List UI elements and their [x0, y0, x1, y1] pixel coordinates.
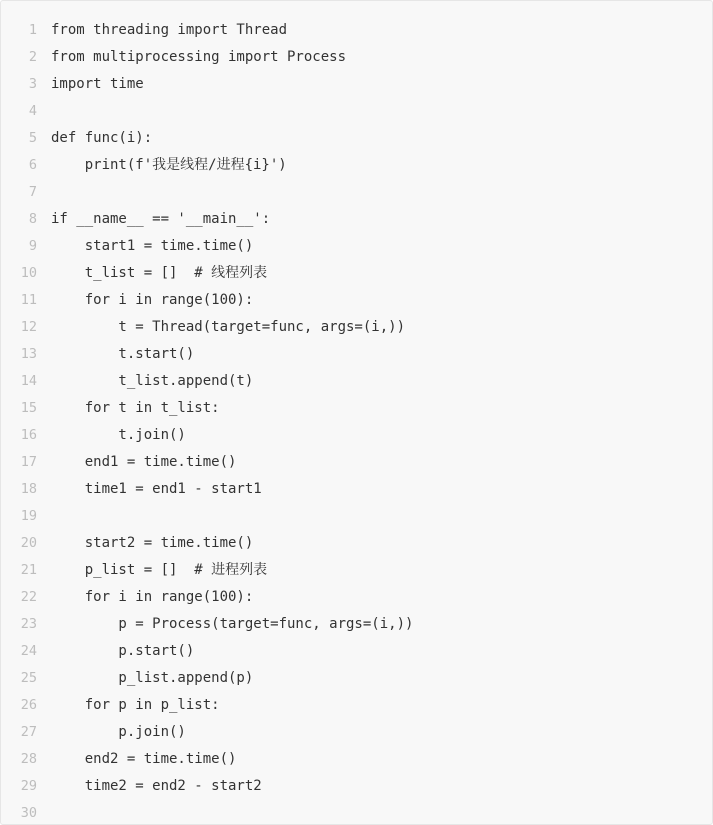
code-text: t.join(): [51, 427, 186, 443]
line-number: 9: [28, 238, 37, 254]
code-text: if __name__ == '__main__':: [51, 211, 271, 227]
code-line: [1, 746, 712, 773]
code-line: [1, 152, 712, 179]
code-text: print(f'我是线程/进程{i}'): [51, 157, 287, 173]
code-line: [1, 341, 712, 368]
code-line: [1, 206, 712, 233]
line-number: 14: [20, 373, 37, 389]
line-number: 26: [20, 697, 37, 713]
line-number: 28: [20, 751, 37, 767]
code-text: start1 = time.time(): [51, 238, 254, 254]
code-text: for i in range(100):: [51, 292, 254, 308]
code-lines: [1, 17, 712, 825]
code-line: [1, 800, 712, 825]
code-line: [1, 233, 712, 260]
code-line: [1, 530, 712, 557]
code-line: [1, 260, 712, 287]
code-text: p.start(): [51, 643, 195, 659]
code-line: [1, 44, 712, 71]
code-text: p_list.append(p): [51, 670, 254, 686]
code-text: time2 = end2 - start2: [51, 778, 262, 794]
code-line: [1, 719, 712, 746]
line-number: 11: [20, 292, 37, 308]
line-number: 22: [20, 589, 37, 605]
code-text: p.join(): [51, 724, 186, 740]
code-line: [1, 17, 712, 44]
code-line: [1, 557, 712, 584]
code-line: [1, 665, 712, 692]
code-text: t_list = [] # 线程列表: [51, 265, 268, 281]
line-number: 17: [20, 454, 37, 470]
line-number: 27: [20, 724, 37, 740]
code-text: for p in p_list:: [51, 697, 220, 713]
line-number: 19: [20, 508, 37, 524]
line-number: 6: [28, 157, 37, 173]
code-line: [1, 692, 712, 719]
code-line: [1, 368, 712, 395]
code-text: from multiprocessing import Process: [51, 49, 347, 65]
code-line: [1, 125, 712, 152]
line-number: 8: [28, 211, 37, 227]
code-text: time1 = end1 - start1: [51, 481, 262, 497]
line-number: 1: [28, 22, 37, 38]
code-text: p_list = [] # 进程列表: [51, 562, 268, 578]
code-line: [1, 611, 712, 638]
line-number: 15: [20, 400, 37, 416]
line-number: 2: [28, 49, 37, 65]
code-text: from threading import Thread: [51, 22, 288, 38]
line-number: 13: [20, 346, 37, 362]
line-number: 4: [28, 103, 37, 119]
code-text: for t in t_list:: [51, 400, 220, 416]
line-number: 10: [20, 265, 37, 281]
code-line: [1, 71, 712, 98]
line-number: 3: [28, 76, 37, 92]
line-number: 12: [20, 319, 37, 335]
line-number: 25: [20, 670, 37, 686]
code-text: t_list.append(t): [51, 373, 254, 389]
code-text: end2 = time.time(): [51, 751, 237, 767]
line-number: 20: [20, 535, 37, 551]
line-number: 18: [20, 481, 37, 497]
line-number: 24: [20, 643, 37, 659]
code-line: [1, 773, 712, 800]
code-text: p = Process(target=func, args=(i,)): [51, 616, 414, 632]
code-text: t = Thread(target=func, args=(i,)): [51, 319, 406, 335]
line-number: 30: [20, 805, 37, 821]
line-number: 23: [20, 616, 37, 632]
code-line: [1, 638, 712, 665]
line-number: 7: [28, 184, 37, 200]
code-text: def func(i):: [51, 130, 153, 146]
code-line: [1, 422, 712, 449]
code-text: t.start(): [51, 346, 195, 362]
code-text: end1 = time.time(): [51, 454, 237, 470]
code-line: [1, 98, 712, 125]
code-text: import time: [51, 76, 144, 92]
line-number: 16: [20, 427, 37, 443]
code-line: [1, 287, 712, 314]
code-line: [1, 584, 712, 611]
code-line: [1, 314, 712, 341]
code-line: [1, 503, 712, 530]
code-line: [1, 449, 712, 476]
code-text: for i in range(100):: [51, 589, 254, 605]
line-number: 29: [20, 778, 37, 794]
code-text: start2 = time.time(): [51, 535, 254, 551]
line-number: 21: [20, 562, 37, 578]
code-line: [1, 476, 712, 503]
code-line: [1, 179, 712, 206]
line-number: 5: [28, 130, 37, 146]
code-line: [1, 395, 712, 422]
